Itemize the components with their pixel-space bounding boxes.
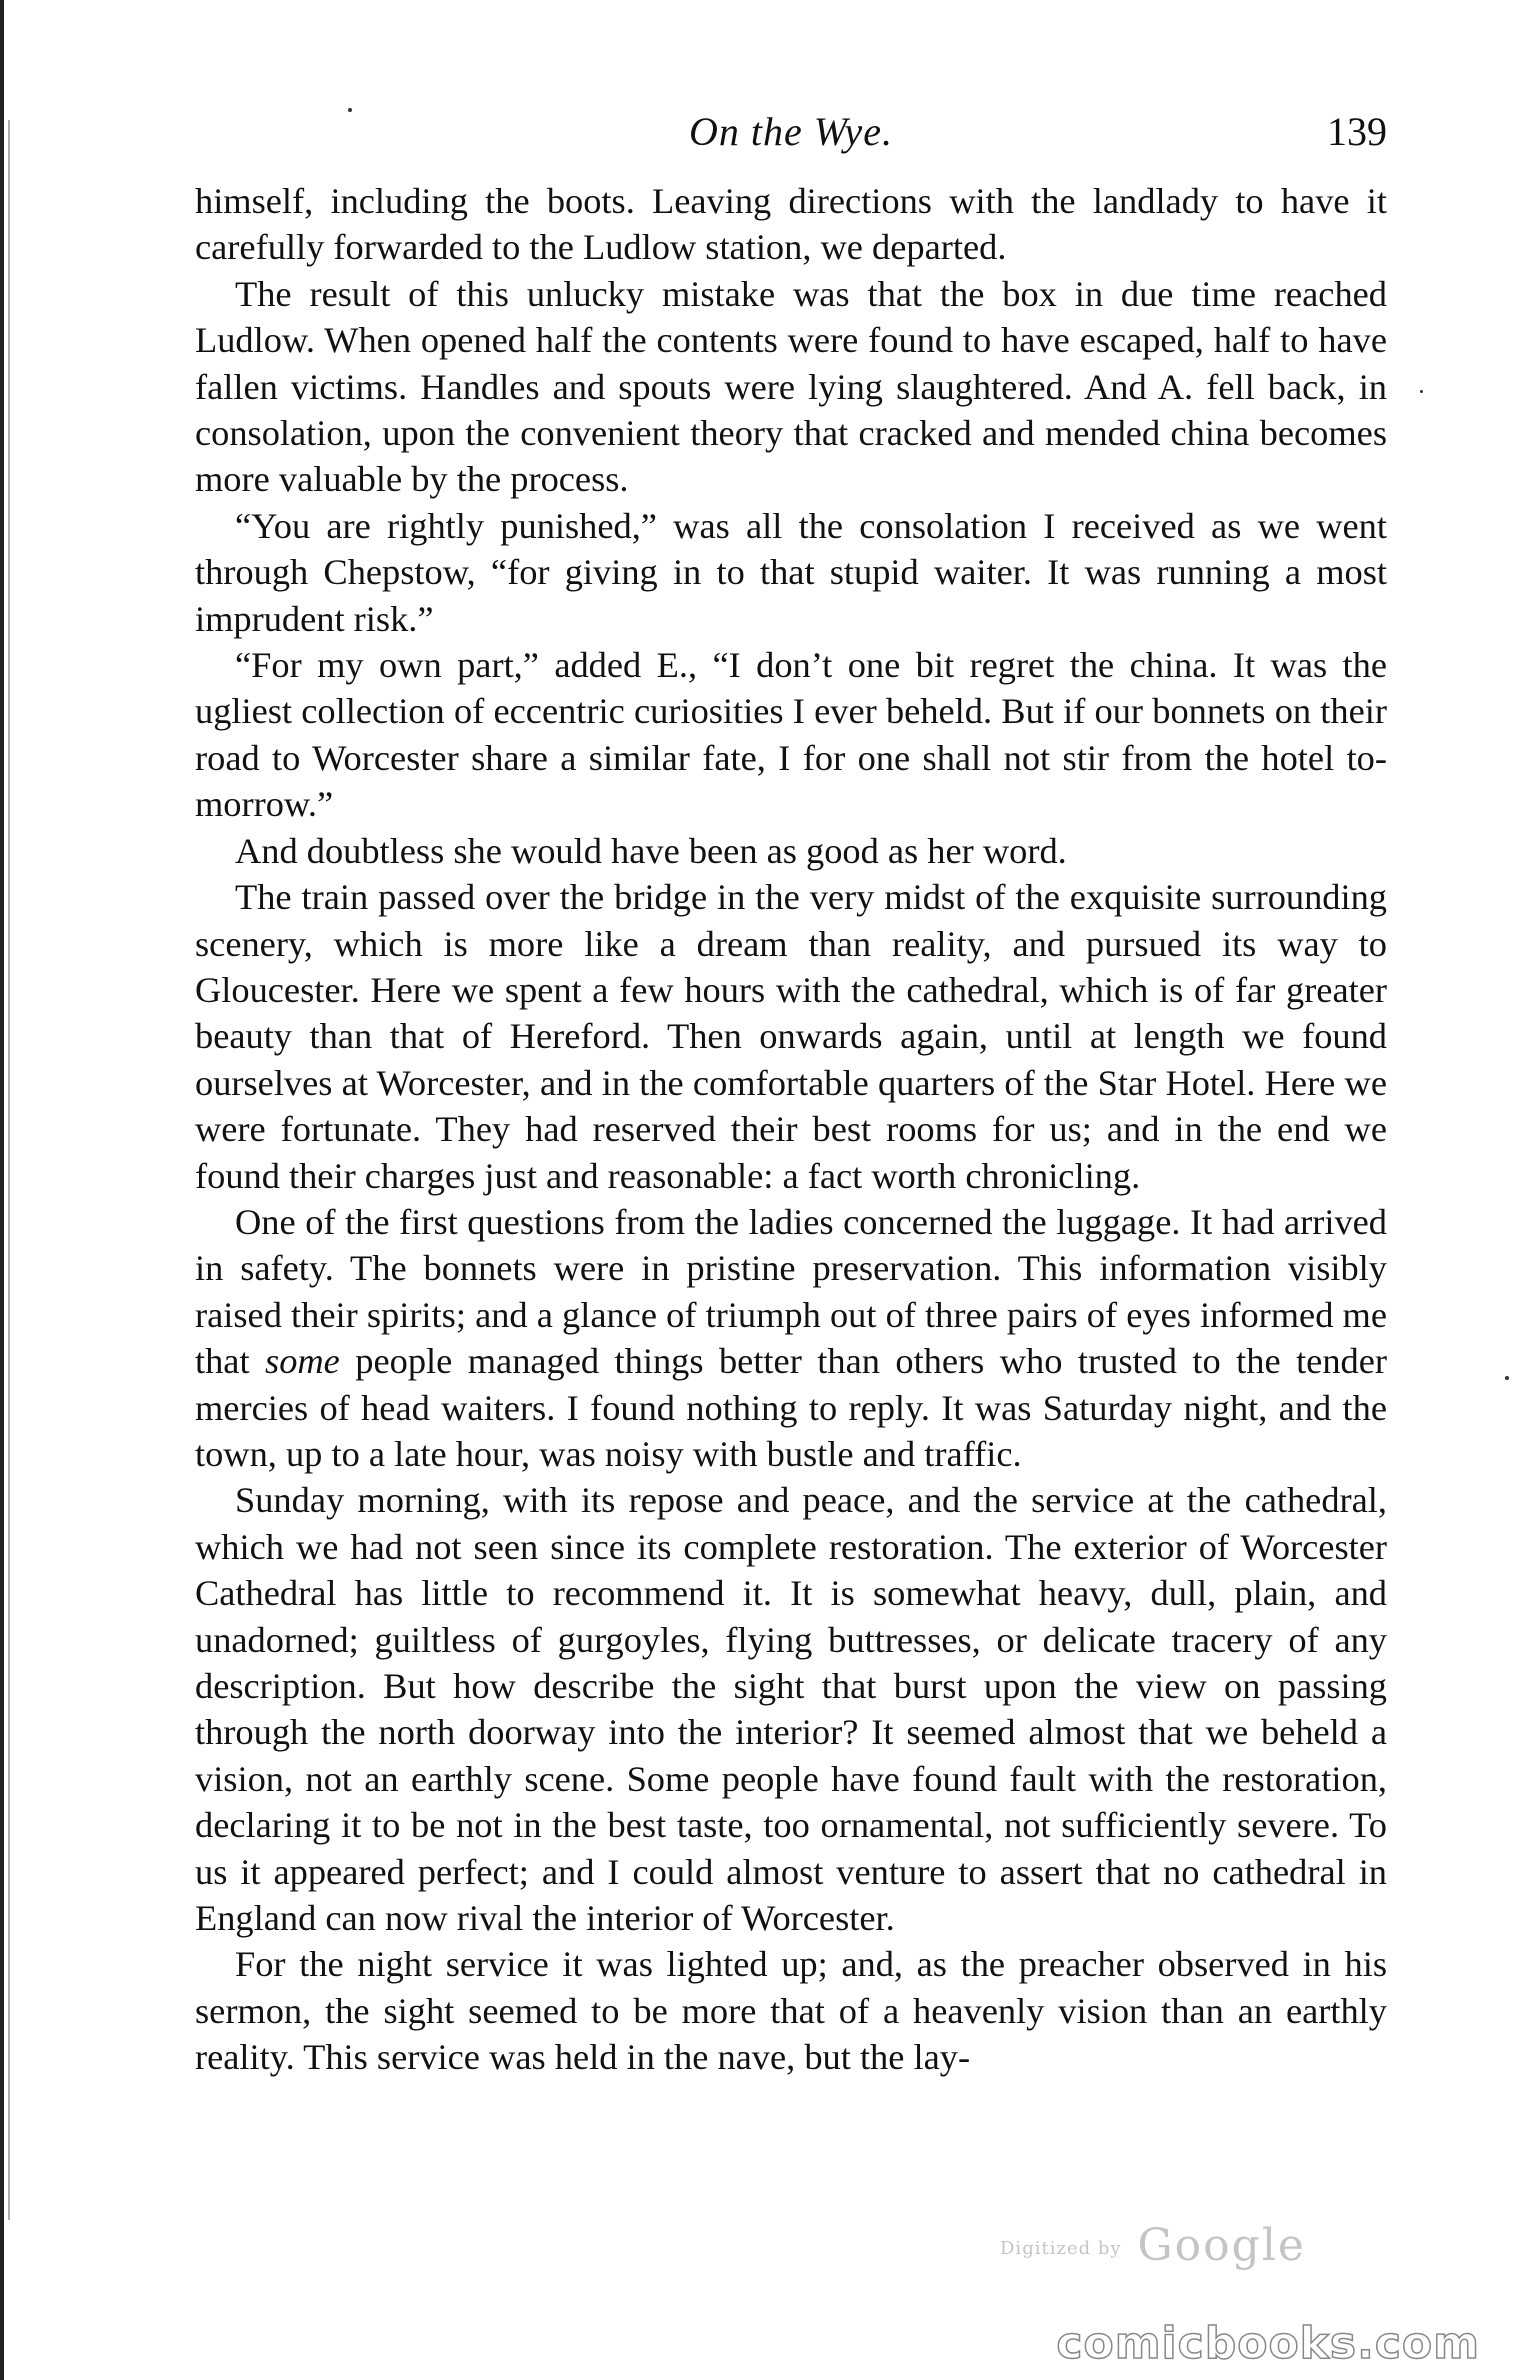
- paragraph-9: For the night service it was lighted up; and, as the preacher observed in his sermon, the sight seemed to be more that of a heavenly vision than an earthly reality. This service was held in the nave, but the lay-: [195, 1944, 1387, 2078]
- page-binding-shadow: [8, 120, 10, 2220]
- running-title: On the Wye.: [689, 109, 893, 154]
- ink-speck: [1420, 390, 1423, 393]
- paragraph-7-after: people managed things better than others who trusted to the tender mercies of head waiters. I found nothing to reply. It was Saturday night, and the town, up to a late hour, was noisy with bustle and traffic.: [195, 1341, 1387, 1474]
- paragraph-7: [195, 1199, 1387, 1477]
- paragraph-8: Sunday morning, with its repose and peace, and the service at the cathedral, which we had not seen since its complete restoration. The exterior of Worcester Cathedral has little to recommend it. It is somewhat heavy, dull, plain, and unadorned; guiltless of gurgoyles, flying buttresses, or delicate tracery of any description. But how describe the sight that burst upon the view on passing through the north doorway into the interior? It seemed almost that we beheld a vision, not an earthly scene. Some people have found fault with the restoration, declaring it to be not in the best taste, too ornamental, not sufficiently severe. To us it appeared perfect; and I could almost venture to assert that no cathedral in England can now rival the interior of Worcester.: [195, 1480, 1387, 1939]
- page-body: [195, 178, 1387, 2081]
- page-binding-edge: [0, 0, 4, 2380]
- emphasis-some: some: [265, 1341, 340, 1382]
- paragraph-2: The result of this unlucky mistake was that the box in due time reached Ludlow. When opened half the contents were found to have escaped, half to have fallen victims. Handles and spouts were lying slaughtered. And A. fell back, in consolation, upon the convenient theory that cracked and mended china becomes more valuable by the process.: [195, 273, 1387, 500]
- paragraph-6: The train passed over the bridge in the very midst of the exquisite surrounding scenery, which is more like a dream than reality, and pursued its way to Gloucester. Here we spent a few hours with the cathedral, which is of far greater beauty than that of Hereford. Then onwards again, until at length we found ourselves at Worcester, and in the comfortable quarters of the Star Hotel. Here we were fortunate. They had reserved their best rooms for us; and in the end we found their charges just and reasonable: a fact worth chronicling.: [195, 877, 1387, 1196]
- paragraph-7-before: One of the first questions from the ladies concerned the luggage. It had arrived in safety. The bonnets were in pristine preservation. This information visibly raised their spirits; and a glance of triumph out of three pairs of eyes informed me that: [195, 1201, 1387, 1382]
- ink-speck: [1505, 1376, 1509, 1380]
- digitization-stamp: [1000, 2220, 1306, 2271]
- paragraph-4: “For my own part,” added E., “I don’t one bit regret the china. It was the ugliest collection of eccentric curiosities I ever beheld. But if our bonnets on their road to Worcester share a similar fate, I for one shall not stir from the hotel to-morrow.”: [195, 645, 1387, 825]
- stamp-small-text: Digitized by: [1000, 2238, 1122, 2259]
- stamp-logo-text: Google: [1137, 2220, 1306, 2271]
- paragraph-3: “You are rightly punished,” was all the consolation I received as we went through Chepstow, “for giving in to that stupid waiter. It was running a most imprudent risk.”: [195, 505, 1387, 639]
- page-header: [195, 108, 1387, 168]
- paragraph-1: himself, including the boots. Leaving directions with the landlady to have it carefully forwarded to the Ludlow station, we departed.: [195, 181, 1387, 268]
- site-watermark: comicbooks.com: [1056, 2318, 1480, 2369]
- paragraph-5: And doubtless she would have been as good as her word.: [235, 830, 1067, 871]
- page-number: 139: [1327, 109, 1387, 154]
